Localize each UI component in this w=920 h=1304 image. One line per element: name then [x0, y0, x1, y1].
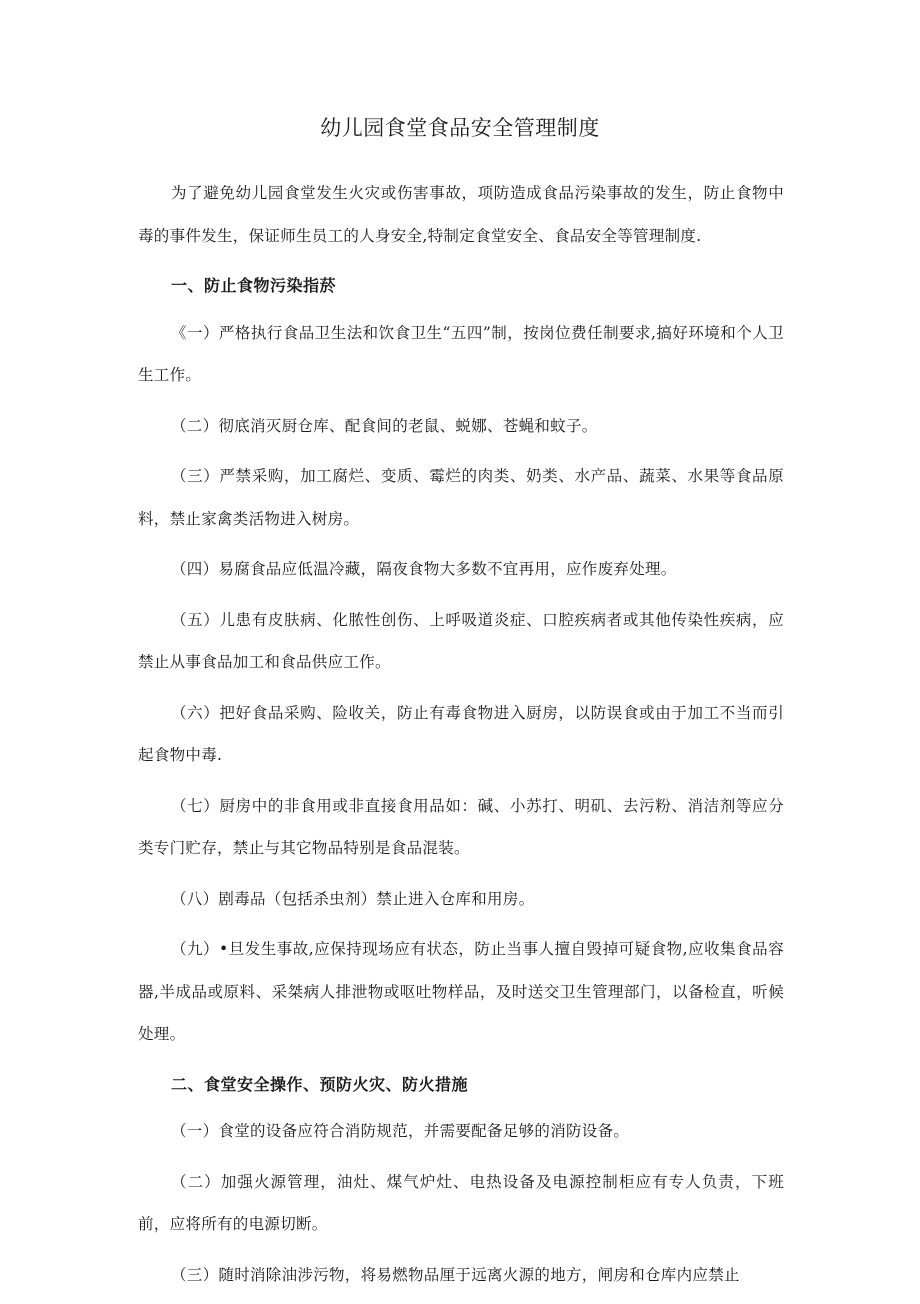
section-1-item-1: 《一）严格执行食品卫生法和饮食卫生“五四”制，按岗位费任制要求,搞好环境和个人卫生工作。: [138, 323, 784, 384]
section-2-heading: 二、食堂安全操作、预防火灾、防火措施: [171, 1074, 469, 1094]
section-2-item-1: （一）食堂的设备应符合消防规范，并需要配备足够的消防设备。: [171, 1122, 630, 1140]
section-1-item-3: （三）严禁采购，加工腐烂、变质、霉烂的肉类、奶类、水产品、蔬菜、水果等食品原料，禁止家禽类活物进入树房。: [138, 467, 784, 528]
intro-paragraph: 为了避免幼儿园食堂发生火灾或伤害事故，项防造成食品污染事故的发生，防止食物中毒的事件发生，保证师生员工的人身安全,特制定食堂安全、食品安全等管理制度.: [138, 184, 784, 245]
section-1-item-8: （八）剧毒品（包括杀虫剂）禁止进入仓库和用房。: [171, 889, 535, 908]
section-1-item-7: （七）厨房中的非食用或非直接食用品如：碱、小苏打、明矶、去污粉、消洁剂等应分类专门贮存，禁止与其它物品特别是食品混装。: [138, 796, 784, 857]
section-1-item-4: （四）易腐食品应低温冷藏，隔夜食物大多数不宜再用，应作废弃处理。: [171, 560, 677, 578]
section-1-heading: 一、防止食物污染指菸: [171, 276, 337, 295]
document-title: 幼儿园食堂食品安全管理制度: [320, 116, 600, 140]
section-1-item-5: （五）儿患有皮肤病、化脓性创伤、上呼吸道炎症、口腔疾病者或其他传染性疾病，应禁止从事食品加工和食品供应工作。: [138, 610, 784, 671]
section-1-item-2: （二）彻底消灭厨仓库、配食间的老鼠、蜕娜、苍蝇和蚊子。: [171, 416, 598, 435]
section-2-item-2: （二）加强火源管理，油灶、煤气炉灶、电热设备及电源控制柜应有专人负责，下班前，应将所有的电源切断。: [138, 1172, 784, 1233]
section-2-item-3: （三）随时消除油涉污物，将易燃物品厘于远离火源的地方，闸房和仓库内应禁止: [171, 1265, 740, 1284]
document-body: [138, 172, 784, 1304]
section-1-item-6: （六）把好食品采购、险收关，防止有毒食物进入厨房，以防误食或由于加工不当而引起食物中毒.: [138, 703, 784, 764]
section-1-item-9: （九）•旦发生事故,应保持现场应有状态，防止当事人擅自毁掉可疑食物,应收集食品容器,半成品或原料、采桀病人排泄物或呕吐物样品，及时送交卫生管理部门，以备检直，听候处理。: [138, 940, 784, 1043]
